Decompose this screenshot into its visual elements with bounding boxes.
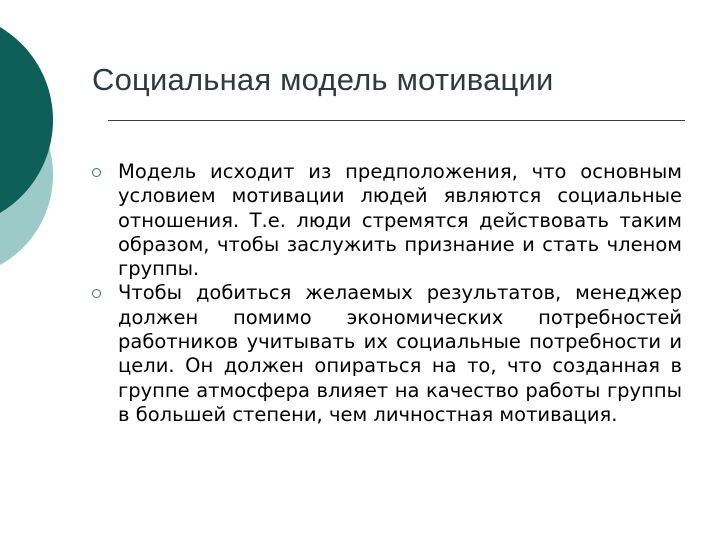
bullet-text: Чтобы добиться желаемых результатов, менеджер должен помимо экономических потребностей работников учитывать их социальные потребности и цели. Он должен опираться на то, что созданная в группе атмосфера влияет на качество работы группы в большей степени, чем личностная мотивация. <box>118 281 682 426</box>
hollow-circle-icon <box>92 168 101 177</box>
title-divider <box>108 120 685 121</box>
hollow-circle-icon <box>92 289 101 298</box>
bullet-list <box>92 160 682 427</box>
bullet-text: Модель исходит из предположения, что основным условием мотивации людей являются социальные отношения. Т.е. люди стремятся действовать таким образом, чтобы заслужить признание и стать членом группы. <box>118 160 682 281</box>
decorative-circles <box>0 0 90 300</box>
slide-title: Социальная модель мотивации <box>92 62 554 97</box>
bullet-item <box>92 281 682 427</box>
bullet-item <box>92 160 682 281</box>
